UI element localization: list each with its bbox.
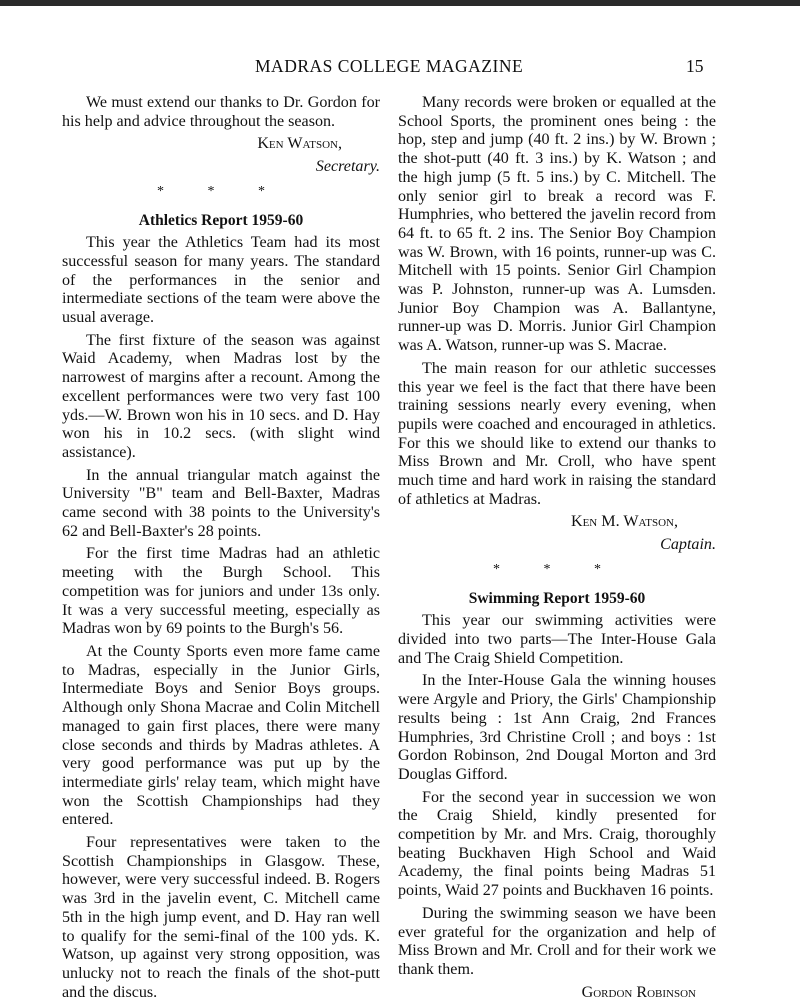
section-divider-stars: * * * xyxy=(493,561,621,577)
left-column xyxy=(62,94,380,1002)
athletics-paragraph-7: Many records were broken or equalled at the School Sports, the prominent ones being : the hop, step and jump (40 ft. 2 ins.) by W. Brown ; the shot-putt (40 ft. 3 ins.) by K. Watson ; and the high jump (5 ft. 5 ins.) by C. Mitchell. The only senior girl to break a record was F. Humphries, who bettered the javelin record from 64 ft. to 65 ft. 2 ins. The Senior Boy Champion was W. Brown, with 16 points, runner-up was C. Mitchell with 15 points. Senior Girl Champion was P. Johnston, runner-up was A. Lumsden. Junior Boy Champion was A. Ballantyne, runner-up was D. Morris. Junior Girl Champion was A. Watson, runner-up was S. Macrae. xyxy=(398,94,716,355)
athletics-paragraph-6: Four representatives were taken to the Scottish Championships in Glasgow. These, however, were very successful indeed. B. Rogers was 3rd in the javelin event, C. Mitchell came 5th in the high jump event, and D. Hay ran well to qualify for the semi-final of the 100 yds. K. Watson, up against very strong opposition, was unlucky not to reach the finals of the shot-putt and the discus. xyxy=(62,834,380,1001)
athletics-paragraph-2: The first fixture of the season was against Waid Academy, when Madras lost by the narrowest of margins after a recount. Among the excellent performances were two very fast 100 yds.—W. Brown won his in 10 secs. and D. Hay won his in 10.2 secs. (with slight wind assistance). xyxy=(62,331,380,461)
intro-signature-name: Ken Watson, xyxy=(257,135,342,153)
section-divider-stars: * * * xyxy=(157,183,285,199)
intro-paragraph: We must extend our thanks to Dr. Gordon for his help and advice throughout the season. xyxy=(62,94,380,130)
page-number: 15 xyxy=(686,56,704,76)
athletics-paragraph-1: This year the Athletics Team had its most successful season for many years. The standard of the performances in the senior and intermediate sections of the team were above the usual average. xyxy=(62,234,380,327)
swimming-signature: Gordon Robinson xyxy=(581,983,696,1001)
athletics-paragraph-3: In the annual triangular match against the University "B" team and Bell-Baxter, Madras came second with 38 points to the University's 62 and Bell-Baxter's 28 points. xyxy=(62,466,380,540)
page-top-border xyxy=(0,0,800,6)
athletics-signature-role: Captain. xyxy=(660,536,716,554)
magazine-title: MADRAS COLLEGE MAGAZINE xyxy=(255,56,524,76)
swimming-report-heading: Swimming Report 1959-60 xyxy=(468,589,646,607)
athletics-signature-name: Ken M. Watson, xyxy=(570,513,678,531)
swimming-paragraph-3: For the second year in succession we won the Craig Shield, kindly presented for competition by Mr. and Mrs. Craig, thoroughly beating Buckhaven High School and Waid Academy, the final points being Madras 51 points, Waid 27 points and Buckhaven 16 points. xyxy=(398,788,716,900)
right-column xyxy=(398,94,716,1002)
athletics-report-heading: Athletics Report 1959-60 xyxy=(138,211,304,229)
swimming-paragraph-2: In the Inter-House Gala the winning houses were Argyle and Priory, the Girls' Championship results being : 1st Ann Craig, 2nd Frances Humphries, 3rd Christine Croll ; and boys : 1st Gordon Robinson, 2nd Dougal Morton and 3rd Douglas Gifford. xyxy=(398,672,716,783)
intro-signature-role: Secretary. xyxy=(315,158,380,176)
athletics-paragraph-4: For the first time Madras had an athletic meeting with the Burgh School. This competition was for juniors and under 13s only. It was a very successful meeting, especially as Madras won by 69 points to the Burgh's 56. xyxy=(62,545,380,638)
swimming-paragraph-4: During the swimming season we have been ever grateful for the organization and help of Miss Brown and Mr. Croll and for their work we thank them. xyxy=(398,904,716,978)
athletics-paragraph-8: The main reason for our athletic successes this year we feel is the fact that there have been training sessions nearly every evening, when pupils were coached and encouraged in athletics. For this we should like to extend our thanks to Miss Brown and Mr. Croll, who have spent much time and hard work in raising the standard of athletics at Madras. xyxy=(398,359,716,508)
swimming-paragraph-1: This year our swimming activities were divided into two parts—The Inter-House Gala and The Craig Shield Competition. xyxy=(398,612,716,667)
athletics-paragraph-5: At the County Sports even more fame came to Madras, especially in the Junior Girls, Intermediate Boys and Senior Boys groups. Although only Shona Macrae and Colin Mitchell managed to gain first places, there were many close seconds and thirds by Madras athletes. A very good performance was put up by the intermediate girls' relay team, which might have won the Scottish Championships had they entered. xyxy=(62,642,380,829)
